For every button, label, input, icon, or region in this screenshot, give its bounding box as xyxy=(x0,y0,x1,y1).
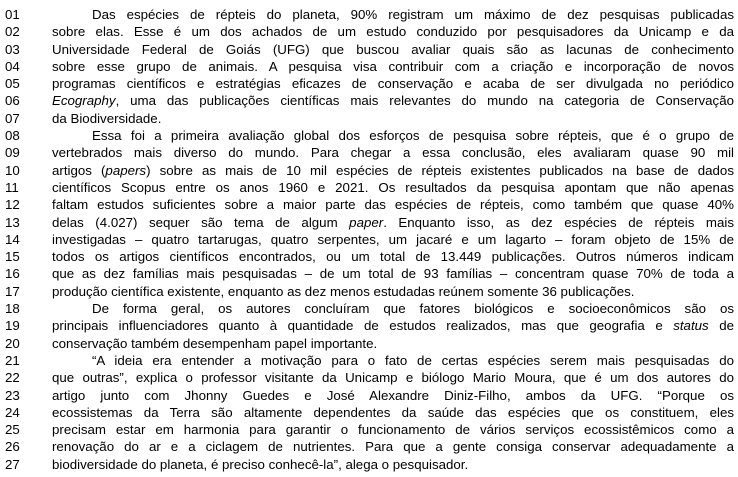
line-text xyxy=(52,456,734,473)
text-line xyxy=(0,231,738,248)
text-segment: científicos Scopus entre os anos 1960 e 2021. Os resultados da pesquisa apontam que não apenas xyxy=(52,179,734,195)
line-text xyxy=(52,369,734,386)
text-segment: conservação também desempenham papel importante. xyxy=(52,335,378,351)
line-text xyxy=(52,214,734,231)
text-line xyxy=(0,369,738,386)
italic-term: status xyxy=(673,318,709,334)
line-text xyxy=(52,23,734,40)
line-text xyxy=(52,92,734,109)
text-segment: Universidade Federal de Goiás (UFG) que buscou avaliar quais são as lacunas de conhecimento xyxy=(52,41,734,57)
text-line xyxy=(0,92,738,109)
text-segment: renovação do ar e a ciclagem de nutrientes. Para que a gente consiga conservar adequadamente a xyxy=(52,439,734,455)
line-number: 01 xyxy=(5,7,20,22)
line-number: 03 xyxy=(5,41,20,57)
line-number: 10 xyxy=(5,162,20,178)
italic-term: paper xyxy=(349,214,384,230)
line-number: 20 xyxy=(5,335,20,351)
line-text xyxy=(52,265,734,282)
line-text xyxy=(52,162,734,179)
line-number: 16 xyxy=(5,266,20,282)
line-number: 17 xyxy=(5,283,20,299)
text-segment: artigos ( xyxy=(52,162,106,178)
text-line xyxy=(0,41,738,58)
line-text xyxy=(52,248,734,265)
line-number: 25 xyxy=(5,422,20,438)
text-line xyxy=(0,283,738,300)
line-text xyxy=(92,300,734,317)
text-line xyxy=(0,127,738,144)
line-number: 06 xyxy=(5,93,20,109)
italic-term: papers xyxy=(105,162,147,178)
text-segment: que as dez famílias mais pesquisadas – de um total de 93 famílias – concentram quase 70% de toda a xyxy=(52,266,734,282)
text-segment: ) sobre as mais de 10 mil espécies de répteis existentes publicados na base de dados xyxy=(146,162,734,178)
line-number: 12 xyxy=(5,197,20,213)
text-segment: produção científica existente, enquanto as dez menos estudadas reúnem somente 36 publicações. xyxy=(52,283,635,299)
line-text xyxy=(52,179,734,196)
text-segment: “A ideia era entender a motivação para o fato de certas espécies serem mais pesquisadas do xyxy=(92,352,734,368)
line-number: 14 xyxy=(5,231,20,247)
text-segment: sobre esse grupo de animais. A pesquisa visa contribuir com a criação e incorporação de novos xyxy=(52,58,734,74)
text-line xyxy=(0,162,738,179)
line-text xyxy=(52,283,734,300)
text-segment: principais influenciadores quanto à quantidade de estudos realizados, mas que geografia e xyxy=(52,318,674,334)
text-line xyxy=(0,438,738,455)
text-segment: precisam estar em harmonia para garantir o funcionamento de vários serviços ecossistêmicos como a xyxy=(52,422,734,438)
text-segment: Essa foi a primeira avaliação global dos esforços de pesquisa sobre répteis, que é o grupo de xyxy=(92,128,734,144)
line-number: 05 xyxy=(5,76,20,92)
text-segment: Das espécies de répteis do planeta, 90% registram um máximo de dez pesquisas publicadas xyxy=(92,7,734,22)
line-text xyxy=(52,438,734,455)
line-text xyxy=(52,75,734,92)
line-text xyxy=(52,231,734,248)
line-number: 18 xyxy=(5,301,20,317)
document-body xyxy=(0,6,738,473)
line-number: 04 xyxy=(5,58,20,74)
line-number: 02 xyxy=(5,24,20,40)
text-segment: investigadas – quatro tartarugas, quatro serpentes, um jacaré e um lagarto – foram objeto de 15% de xyxy=(52,231,734,247)
text-line xyxy=(0,58,738,75)
text-segment: da Biodiversidade. xyxy=(52,110,162,126)
text-line xyxy=(0,248,738,265)
text-line xyxy=(0,456,738,473)
text-segment: De forma geral, os autores concluíram que fatores biológicos e socioeconômicos são os xyxy=(92,301,734,317)
text-segment: . Enquanto isso, as dez espécies de répteis mais xyxy=(383,214,734,230)
text-line xyxy=(0,110,738,127)
line-number: 24 xyxy=(5,404,20,420)
text-line xyxy=(0,352,738,369)
text-line xyxy=(0,317,738,334)
text-line xyxy=(0,265,738,282)
text-segment: ecossistemas da Terra são altamente dependentes da saúde das espécies que os constituem, eles xyxy=(52,404,734,420)
line-text xyxy=(52,335,734,352)
line-number: 26 xyxy=(5,439,20,455)
text-segment: vertebrados mais diverso do mundo. Para chegar a essa conclusão, eles avaliaram quase 90 mil xyxy=(52,145,734,161)
text-line xyxy=(0,75,738,92)
text-segment: todos os artigos científicos encontrados, ou um total de 13.449 publicações. Outros números indicam xyxy=(52,249,734,265)
text-line xyxy=(0,421,738,438)
line-number: 21 xyxy=(5,352,20,368)
line-text xyxy=(52,421,734,438)
text-line xyxy=(0,23,738,40)
line-number: 13 xyxy=(5,214,20,230)
line-number: 27 xyxy=(5,456,20,472)
line-text xyxy=(52,387,734,404)
text-segment: que outras”, explica o professor visitante da Unicamp e biólogo Mario Moura, que é um dos autores do xyxy=(52,370,734,386)
line-number: 19 xyxy=(5,318,20,334)
line-number: 07 xyxy=(5,110,20,126)
text-segment: sobre elas. Esse é um dos achados de um estudo conduzido por pesquisadores da Unicamp e da xyxy=(52,24,734,40)
text-line xyxy=(0,300,738,317)
line-number: 08 xyxy=(5,128,20,144)
line-number: 11 xyxy=(5,179,19,195)
text-segment: artigo junto com Jhonny Guedes e José Alexandre Diniz-Filho, ambos da UFG. “Porque os xyxy=(52,387,734,403)
text-line xyxy=(0,335,738,352)
text-line xyxy=(0,144,738,161)
italic-term: Ecography xyxy=(52,93,116,109)
text-line xyxy=(0,196,738,213)
line-text xyxy=(52,144,734,161)
line-text xyxy=(52,404,734,421)
text-line xyxy=(0,214,738,231)
line-text xyxy=(52,110,734,127)
text-line xyxy=(0,179,738,196)
text-segment: delas (4.027) sequer são tema de algum xyxy=(52,214,350,230)
line-number: 23 xyxy=(5,387,20,403)
line-text xyxy=(92,127,734,144)
text-line xyxy=(0,387,738,404)
line-number: 22 xyxy=(5,370,20,386)
line-text xyxy=(52,58,734,75)
line-text xyxy=(52,317,734,334)
text-segment: de xyxy=(708,318,734,334)
text-line xyxy=(0,404,738,421)
line-number: 15 xyxy=(5,249,20,265)
text-segment: , uma das publicações científicas mais relevantes do mundo na categoria de Conservação xyxy=(115,93,734,109)
line-text xyxy=(52,196,734,213)
line-number: 09 xyxy=(5,145,20,161)
line-text xyxy=(92,352,734,369)
text-segment: faltam estudos suficientes sobre a maior parte das espécies de répteis, como também que quase 40% xyxy=(52,197,734,213)
line-text xyxy=(92,6,734,23)
text-segment: programas científicos e estratégias eficazes de conservação e acaba de ser divulgada no periódico xyxy=(52,76,734,92)
text-segment: biodiversidade do planeta, é preciso conhecê-la”, alega o pesquisador. xyxy=(52,456,469,472)
text-line xyxy=(0,6,738,23)
line-text xyxy=(52,41,734,58)
